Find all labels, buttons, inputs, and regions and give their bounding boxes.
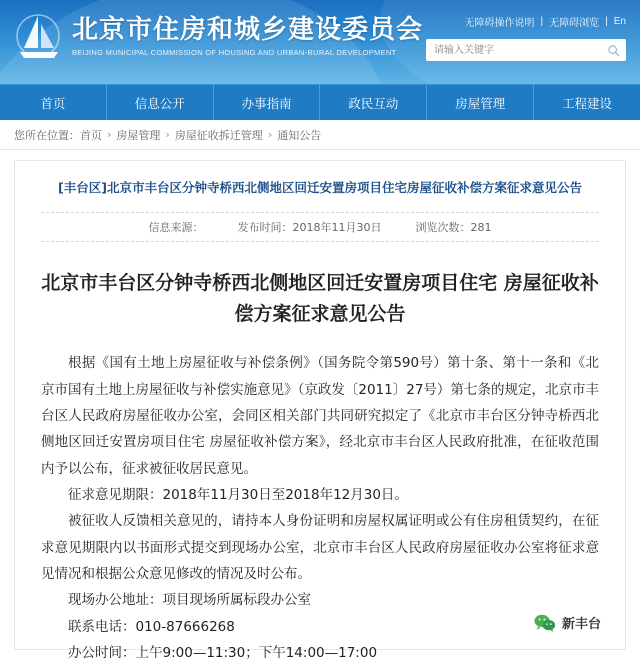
watermark-badge — [530, 610, 609, 635]
meta-publish-label: 发布时间： — [237, 220, 293, 234]
page-title: 北京市丰台区分钟寺桥西北侧地区回迁安置房项目住宅 房屋征收补偿方案征求意见公告 — [41, 271, 599, 326]
article-paragraph-6: 办公时间：上午9:00—11:30；下午14:00—17:00 — [68, 644, 378, 661]
nav-item-interaction[interactable]: 政民互动 — [320, 85, 427, 120]
site-title-en: BEIJING MUNICIPAL COMMISSION OF HOUSING AND URBAN-RURAL DEVELOPMENT — [72, 48, 397, 58]
meta-source-label: 信息来源： — [148, 220, 204, 234]
article-meta — [41, 212, 599, 242]
breadcrumb — [0, 120, 640, 150]
accessibility-links — [426, 14, 626, 29]
accessibility-instructions-link[interactable]: 无障碍操作说明 — [464, 18, 535, 29]
wechat-icon — [534, 614, 556, 632]
breadcrumb-separator-1: › — [107, 128, 112, 141]
breadcrumb-item-announcements[interactable]: 通知公告 — [277, 128, 322, 142]
article-paragraph-5: 联系电话：010-87666268 — [68, 618, 235, 635]
article-paragraph-2: 征求意见期限：2018年11月30日至2018年12月30日。 — [68, 487, 408, 503]
site-logo[interactable] — [14, 12, 423, 62]
breadcrumb-item-expropriation[interactable]: 房屋征收拆迁管理 — [174, 128, 263, 142]
search-input[interactable] — [432, 44, 607, 57]
article-body — [41, 350, 599, 666]
site-title-block — [72, 17, 423, 57]
meta-publish-date — [238, 219, 382, 235]
meta-views — [416, 219, 492, 235]
nav-item-home[interactable]: 首页 — [0, 85, 107, 120]
main-nav — [0, 84, 640, 120]
link-separator-2: | — [605, 16, 608, 27]
nav-item-housing-management[interactable]: 房屋管理 — [427, 85, 534, 120]
breadcrumb-separator-3: › — [267, 128, 273, 141]
link-separator-1: | — [540, 16, 544, 27]
meta-views-value: 281 — [470, 220, 492, 234]
article-paragraph-1: 根据《国有土地上房屋征收与补偿条例》（国务院令第590号）第十条、第十一条和《北京市国有土地上房屋征收与补偿实施意见》（京政发〔2011〕27号）第七条的规定，北京市丰台区人民政府房屋征收办公室，会同区相关部门共同研究拟定了《北京市丰台区分钟寺桥西北侧地区回迁安置房项目住宅 房屋征收补偿方案》，经北京市丰台区人民政府批准，在征收范围内予以公布，征求被征收居民意见。 — [41, 355, 599, 477]
accessibility-browse-link[interactable]: 无障碍浏览 — [549, 18, 600, 29]
nav-item-engineering[interactable]: 工程建设 — [562, 95, 613, 111]
watermark-label: 新丰台 — [561, 617, 601, 632]
meta-views-label: 浏览次数： — [415, 220, 471, 234]
sailboat-logo-icon — [14, 12, 62, 62]
meta-publish-value: 2018年11月30日 — [292, 220, 382, 234]
site-header — [0, 0, 640, 84]
article-paragraph-3: 被征收人反馈相关意见的，请持本人身份证明和房屋权属证明或公有住房租赁契约，在征求意见期限内以书面形式提交到现场办公室，北京市丰台区人民政府房屋征收办公室将征求意见情况和根据公众意见修改的情况及时公布。 — [41, 513, 599, 582]
language-en-link[interactable]: En — [613, 16, 626, 27]
search-box[interactable] — [426, 39, 626, 61]
breadcrumb-prefix: 您所在位置： — [14, 128, 80, 142]
breadcrumb-separator-2: › — [165, 128, 170, 141]
breadcrumb-item-housing-management[interactable]: 房屋管理 — [116, 128, 161, 142]
meta-source — [149, 219, 204, 235]
article-card — [14, 160, 626, 661]
search-icon[interactable] — [607, 44, 620, 57]
breadcrumb-item-home[interactable]: 首页 — [80, 128, 102, 142]
nav-item-info-disclosure[interactable]: 信息公开 — [107, 85, 214, 120]
header-tools — [426, 14, 626, 61]
nav-item-service-guide[interactable]: 办事指南 — [214, 85, 321, 120]
article-paragraph-4: 现场办公地址：项目现场所属标段办公室 — [68, 592, 311, 609]
site-title-cn: 北京市住房和城乡建设委员会 — [72, 15, 424, 46]
article-subject: [丰台区]北京市丰台区分钟寺桥西北侧地区回迁安置房项目住宅房屋征收补偿方案征求意见公告 — [58, 180, 582, 195]
